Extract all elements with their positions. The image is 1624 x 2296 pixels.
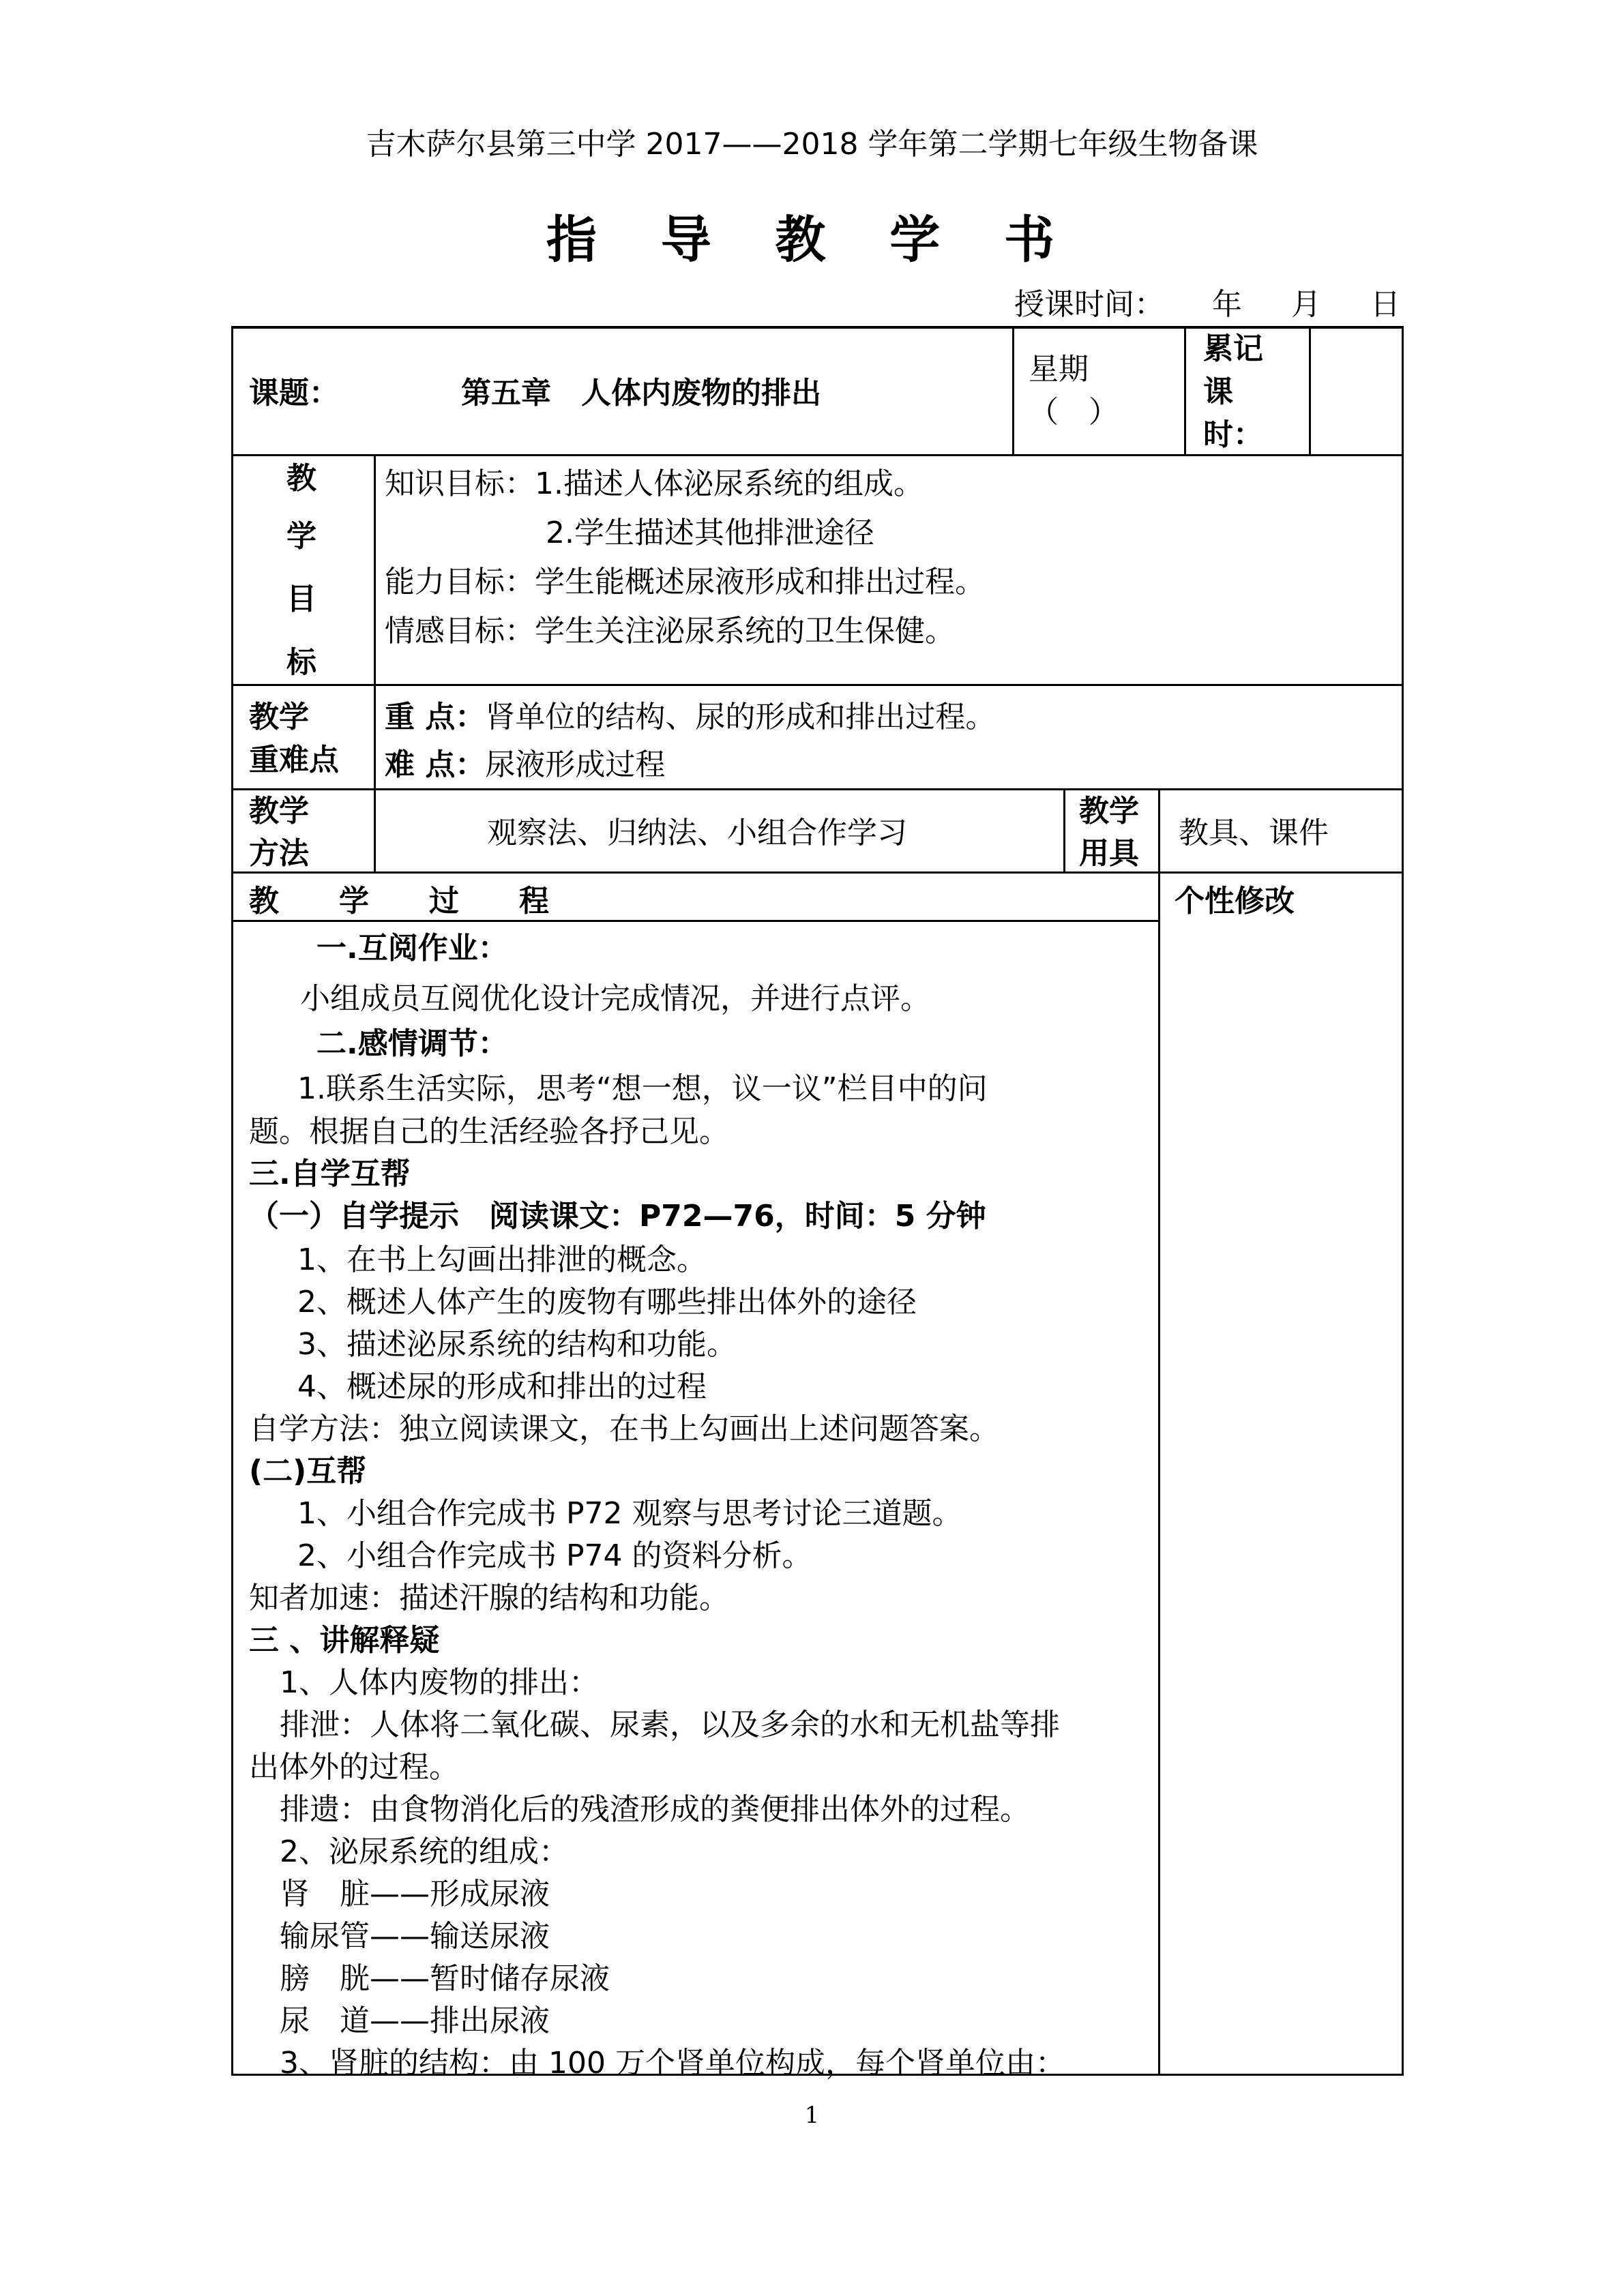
tools-value: 教具、课件	[1179, 816, 1329, 850]
process-line: 4、概述尿的形成和排出的过程	[297, 1369, 707, 1404]
process-line: 排泄：人体将二氧化碳、尿素，以及多余的水和无机盐等排	[280, 1708, 1060, 1742]
page-number: 1	[804, 2102, 820, 2129]
method-label-1: 教学	[249, 794, 309, 829]
process-line: 一.互阅作业：	[316, 931, 508, 966]
process-line: 小组成员互阅优化设计完成情况，并进行点评。	[300, 981, 930, 1016]
date-day: 日	[1370, 287, 1400, 322]
topic-value: 第五章 人体内废物的排出	[461, 376, 821, 411]
keypoints-label-2: 重难点	[249, 743, 339, 777]
tools-label-2: 用具	[1079, 836, 1139, 871]
process-line: 2、概述人体产生的废物有哪些排出体外的途径	[297, 1285, 917, 1320]
process-line: 膀 胱——暂时储存尿液	[280, 1961, 610, 1996]
topic-label: 课题：	[249, 376, 339, 411]
process-line: 3、肾脏的结构：由 100 万个肾单位构成，每个肾单位由：	[280, 2046, 1065, 2081]
process-line: 自学方法：独立阅读课文，在书上勾画出上述问题答案。	[249, 1412, 999, 1446]
teaching-date-line	[1014, 287, 1400, 322]
difficulty-label: 难 点：	[385, 747, 486, 782]
objectives-label-char: 学	[286, 519, 316, 554]
objective-line: 情感目标：学生关注泌尿系统的卫生保健。	[385, 614, 955, 648]
process-line: 输尿管——输送尿液	[280, 1919, 550, 1954]
key-point-line	[385, 702, 995, 732]
date-month: 月	[1291, 287, 1321, 322]
process-line: 2、泌尿系统的组成：	[280, 1834, 569, 1869]
tools-label-1: 教学	[1079, 794, 1139, 829]
key-point-label: 重 点：	[385, 700, 486, 734]
process-line: 三 、讲解释疑	[249, 1623, 440, 1658]
page-title: 指 导 教 学 书	[546, 211, 1078, 269]
key-point-value: 肾单位的结构、尿的形成和排出过程。	[485, 700, 996, 734]
process-line: 1、在书上勾画出排泄的概念。	[297, 1242, 707, 1277]
objectives-label-char: 教	[286, 461, 316, 496]
process-line: 知者加速：描述汗腺的结构和功能。	[249, 1581, 729, 1615]
process-line: 2、小组合作完成书 P74 的资料分析。	[297, 1538, 812, 1573]
process-line: 题。根据自己的生活经验各抒己见。	[249, 1114, 729, 1149]
personal-modification-header: 个性修改	[1175, 884, 1295, 919]
cumulative-label-2: 课	[1203, 374, 1233, 409]
objectives-label-char: 目	[286, 582, 316, 616]
process-line: （一）自学提示 阅读课文：P72—76，时间：5 分钟	[249, 1199, 986, 1234]
difficulty-line	[385, 747, 666, 782]
process-line: 肾 脏——形成尿液	[280, 1877, 550, 1911]
cumulative-label-1: 累记	[1203, 331, 1263, 366]
process-line: 1、人体内废物的排出：	[280, 1665, 599, 1700]
school-header-line: 吉木萨尔县第三中学 2017——2018 学年第二学期七年级生物备课	[366, 127, 1258, 162]
process-line: 尿 道——排出尿液	[280, 2003, 550, 2038]
objective-line: 知识目标：1.描述人体泌尿系统的组成。	[385, 466, 924, 501]
process-line: 二.感情调节：	[316, 1026, 508, 1061]
methods-value: 观察法、归纳法、小组合作学习	[487, 816, 907, 850]
process-header: 教 学 过 程	[249, 884, 549, 919]
weekday-paren: （ ）	[1029, 395, 1119, 430]
process-line: (二)互帮	[249, 1454, 367, 1489]
difficulty-value: 尿液形成过程	[485, 747, 666, 782]
process-line: 3、描述泌尿系统的结构和功能。	[297, 1327, 737, 1362]
process-line: 排遗：由食物消化后的残渣形成的粪便排出体外的过程。	[280, 1792, 1030, 1827]
objective-line: 能力目标：学生能概述尿液形成和排出过程。	[385, 565, 985, 599]
process-line: 三.自学互帮	[249, 1157, 411, 1191]
date-label: 授课时间：	[1014, 287, 1164, 322]
method-label-2: 方法	[249, 836, 309, 871]
date-year: 年	[1212, 287, 1242, 322]
objective-line: 2.学生描述其他排泄途径	[546, 516, 874, 550]
process-line: 出体外的过程。	[249, 1750, 459, 1785]
weekday-label: 星期	[1029, 352, 1089, 387]
keypoints-label-1: 教学	[249, 700, 309, 734]
process-line: 1、小组合作完成书 P72 观察与思考讨论三道题。	[297, 1496, 962, 1531]
process-line: 1.联系生活实际，思考“想一想，议一议”栏目中的问	[297, 1071, 988, 1106]
cumulative-label-3: 时：	[1203, 417, 1263, 452]
objectives-label-char: 标	[286, 645, 316, 680]
